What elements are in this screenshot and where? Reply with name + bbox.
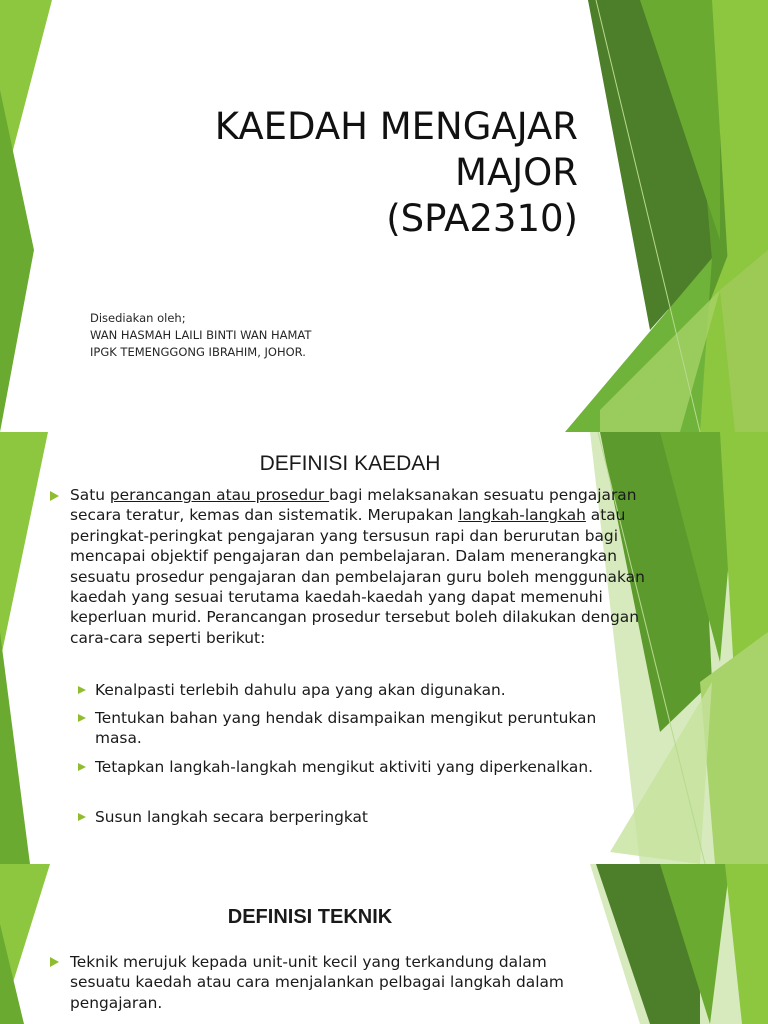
triangle-bullet-icon [78,813,86,821]
paragraph-text: Satu [70,486,110,504]
author-name: WAN HASMAH LAILI BINTI WAN HAMAT [90,328,312,342]
triangle-bullet-icon [78,763,86,771]
kaedah-definition-paragraph [70,485,645,648]
triangle-bullet-icon [50,491,59,501]
title-line-3: (SPA2310) [386,197,578,240]
list-item: Kenalpasti terlebih dahulu apa yang akan digunakan. [95,681,506,699]
underlined-term: langkah-langkah [458,506,586,525]
institution-name: IPGK TEMENGGONG IBRAHIM, JOHOR. [90,345,306,359]
triangle-bullet-icon [78,714,86,722]
teknik-definition-paragraph: Teknik merujuk kepada unit-unit kecil yang terkandung dalam sesuatu kaedah atau cara menjalankan pelbagai langkah dalam pengajaran. [70,953,564,1012]
presentation-title [215,104,578,242]
list-item: Susun langkah secara berperingkat [95,808,368,826]
underlined-term: perancangan atau prosedur [109,486,330,504]
slide-heading: DEFINISI KAEDAH [259,452,441,475]
author-block [90,310,311,361]
title-line-1: KAEDAH MENGAJAR [214,105,578,148]
list-item: Tentukan bahan yang hendak disampaikan mengikut peruntukan masa. [95,709,597,748]
definisi-teknik-slide [0,864,768,1024]
title-slide [0,0,768,432]
list-item: Tetapkan langkah-langkah mengikut aktiviti yang diperkenalkan. [95,758,593,776]
triangle-bullet-icon [50,957,59,967]
prepared-by-label: Disediakan oleh; [90,311,186,325]
paragraph-text: atau peringkat-peringkat pengajaran yang tersusun rapi dan berurutan bagi mencapai objektif pengajaran dan pembelajaran. Dalam menerangkan sesuatu prosedur pengajaran dan pembelajaran guru boleh menggunakan kaedah yang sesuai terutama kaedah-kaedah yang dapat memenuhi keperluan murid. Perancangan prosedur tersebut boleh dilakukan dengan cara-cara seperti berikut: [70,506,645,647]
slide-heading: DEFINISI TEKNIK [227,906,393,928]
title-line-2: MAJOR [455,151,578,194]
triangle-bullet-icon [78,686,86,694]
paragraph-text: bagi melaksanakan sesuatu pengajaran secara teratur, kemas dan sistematik. Merupakan [70,486,637,525]
definisi-kaedah-slide [0,432,768,864]
